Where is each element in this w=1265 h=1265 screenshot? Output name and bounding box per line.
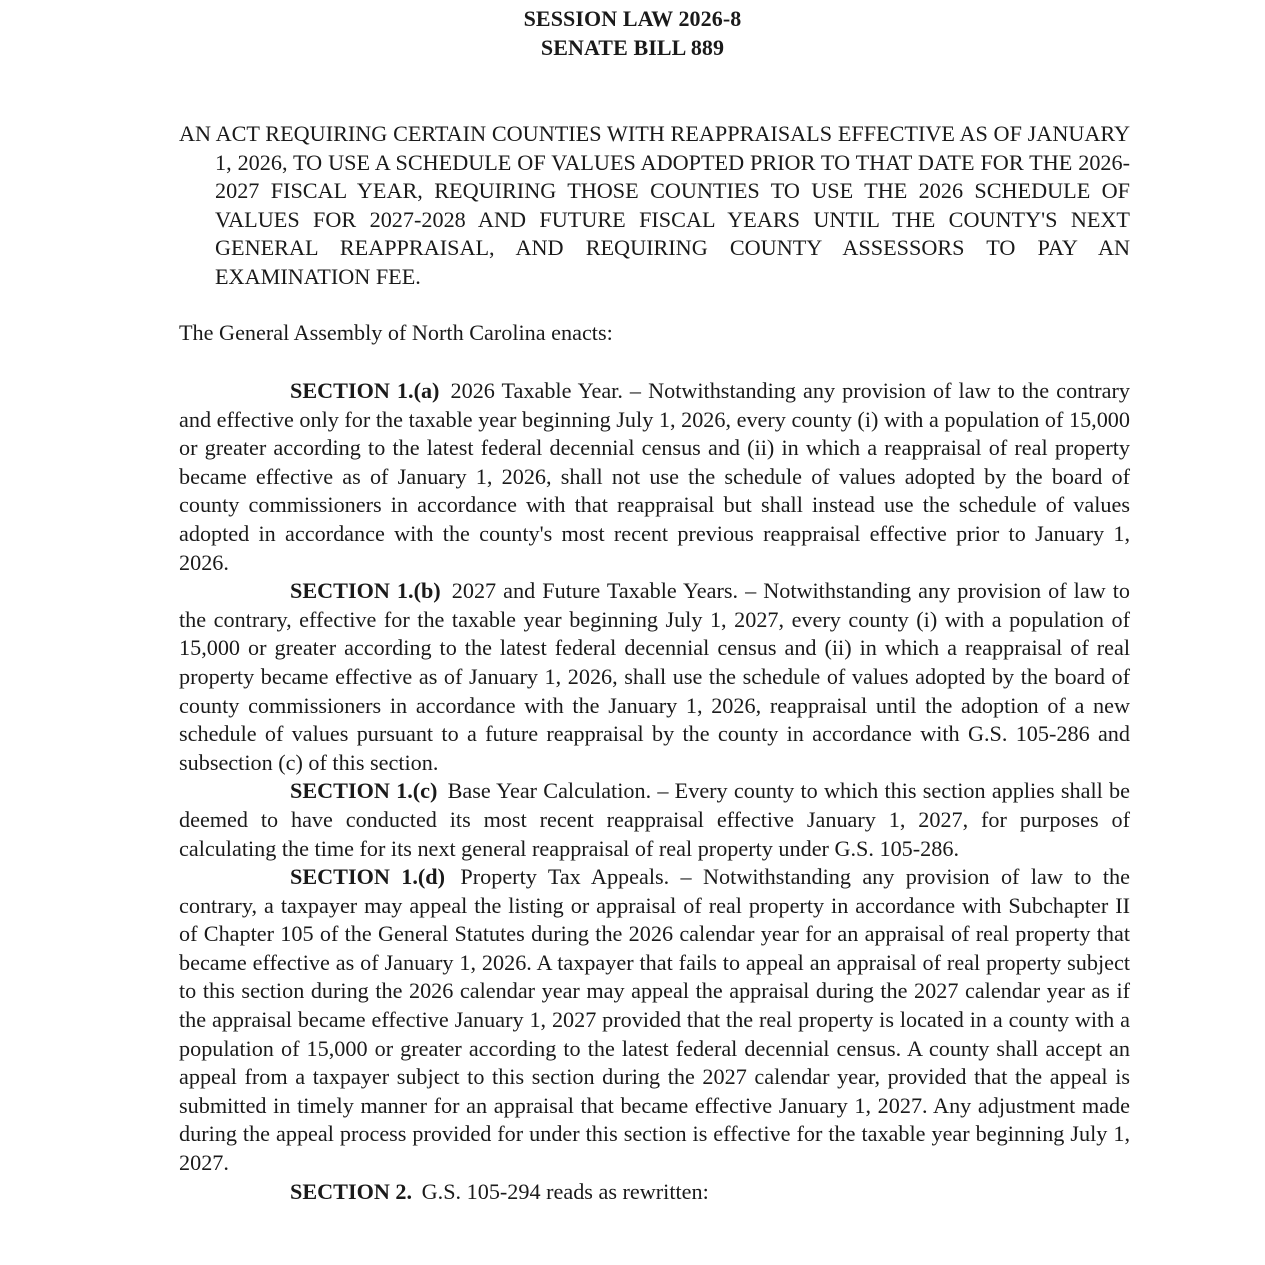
section-1a [179,377,1130,577]
enacting-clause: The General Assembly of North Carolina enacts: [179,320,613,345]
document-header [0,4,1265,62]
section-label: SECTION 1.(a) [290,378,440,403]
sections-body [179,377,1130,1206]
section-text: Property Tax Appeals. – Notwithstanding any provision of law to the contrary, a taxpayer may appeal the listing or appraisal of real property in accordance with Subchapter II of Chapter 105 of the General Statutes during the 2026 calendar year for an appraisal of real property that became effective as of January 1, 2026. A taxpayer that fails to appeal an appraisal of real property subject to this section during the 2026 calendar year may appeal the appraisal during the 2027 calendar year as if the appraisal became effective January 1, 2027 provided that the real property is located in a county with a population of 15,000 or greater according to the latest federal decennial census. A county shall accept an appeal from a taxpayer subject to this section during the 2027 calendar year, provided that the appeal is submitted in timely manner for an appraisal that became effective January 1, 2027. Any adjustment made during the appeal process provided for under this section is effective for the taxable year beginning July 1, 2027. [179,864,1131,1176]
section-label: SECTION 1.(b) [290,578,441,604]
act-title: AN ACT REQUIRING CERTAIN COUNTIES WITH REAPPRAISALS EFFECTIVE AS OF JANUARY 1, 2026, TO USE A SCHEDULE OF VALUES ADOPTED PRIOR TO THAT DATE FOR THE 2026-2027 FISCAL YEAR, REQUIRING THOSE COUNTIES TO USE THE 2026 SCHEDULE OF VALUES FOR 2027-2028 AND FUTURE FISCAL YEARS UNTIL THE COUNTY'S NEXT GENERAL REAPPRAISAL, AND REQUIRING COUNTY ASSESSORS TO PAY AN EXAMINATION FEE. [179,121,1130,289]
section-text: 2026 Taxable Year. – Notwithstanding any provision of law to the contrary and effective only for the taxable year beginning July 1, 2026, every county (i) with a population of 15,000 or greater according to the latest federal decennial census and (ii) in which a reappraisal of real property became effective as of January 1, 2026, shall not use the schedule of values adopted by the board of county commissioners in accordance with that reappraisal but shall instead use the schedule of values adopted in accordance with the county's most recent previous reappraisal effective prior to January 1, 2026. [179,378,1131,575]
section-2 [179,1178,1130,1207]
session-law-heading: SESSION LAW 2026-8 [523,6,742,31]
bill-number-heading: SENATE BILL 889 [540,35,725,60]
section-1d [179,863,1130,1178]
section-text: 2027 and Future Taxable Years. – Notwithstanding any provision of law to the contrary, effective for the taxable year beginning July 1, 2027, every county (i) with a population of 15,000 or greater according to the latest federal decennial census and (ii) in which a reappraisal of real property became effective as of January 1, 2026, shall use the schedule of values adopted by the board of county commissioners in accordance with the January 1, 2026, reappraisal until the adoption of a new schedule of values pursuant to a future reappraisal by the county in accordance with G.S. 105-286 and subsection (c) of this section. [179,578,1131,775]
section-label: SECTION 1.(d) [290,864,446,890]
section-1b [179,577,1130,777]
section-text: G.S. 105-294 reads as rewritten: [421,1178,709,1204]
section-text: Base Year Calculation. – Every county to which this section applies shall be deemed to have conducted its most recent reappraisal effective January 1, 2027, for purposes of calculating the time for its next general reappraisal of real property under G.S. 105-286. [179,778,1130,861]
section-label: SECTION 2. [290,1178,413,1204]
section-1c [179,777,1130,863]
section-label: SECTION 1.(c) [290,778,438,804]
